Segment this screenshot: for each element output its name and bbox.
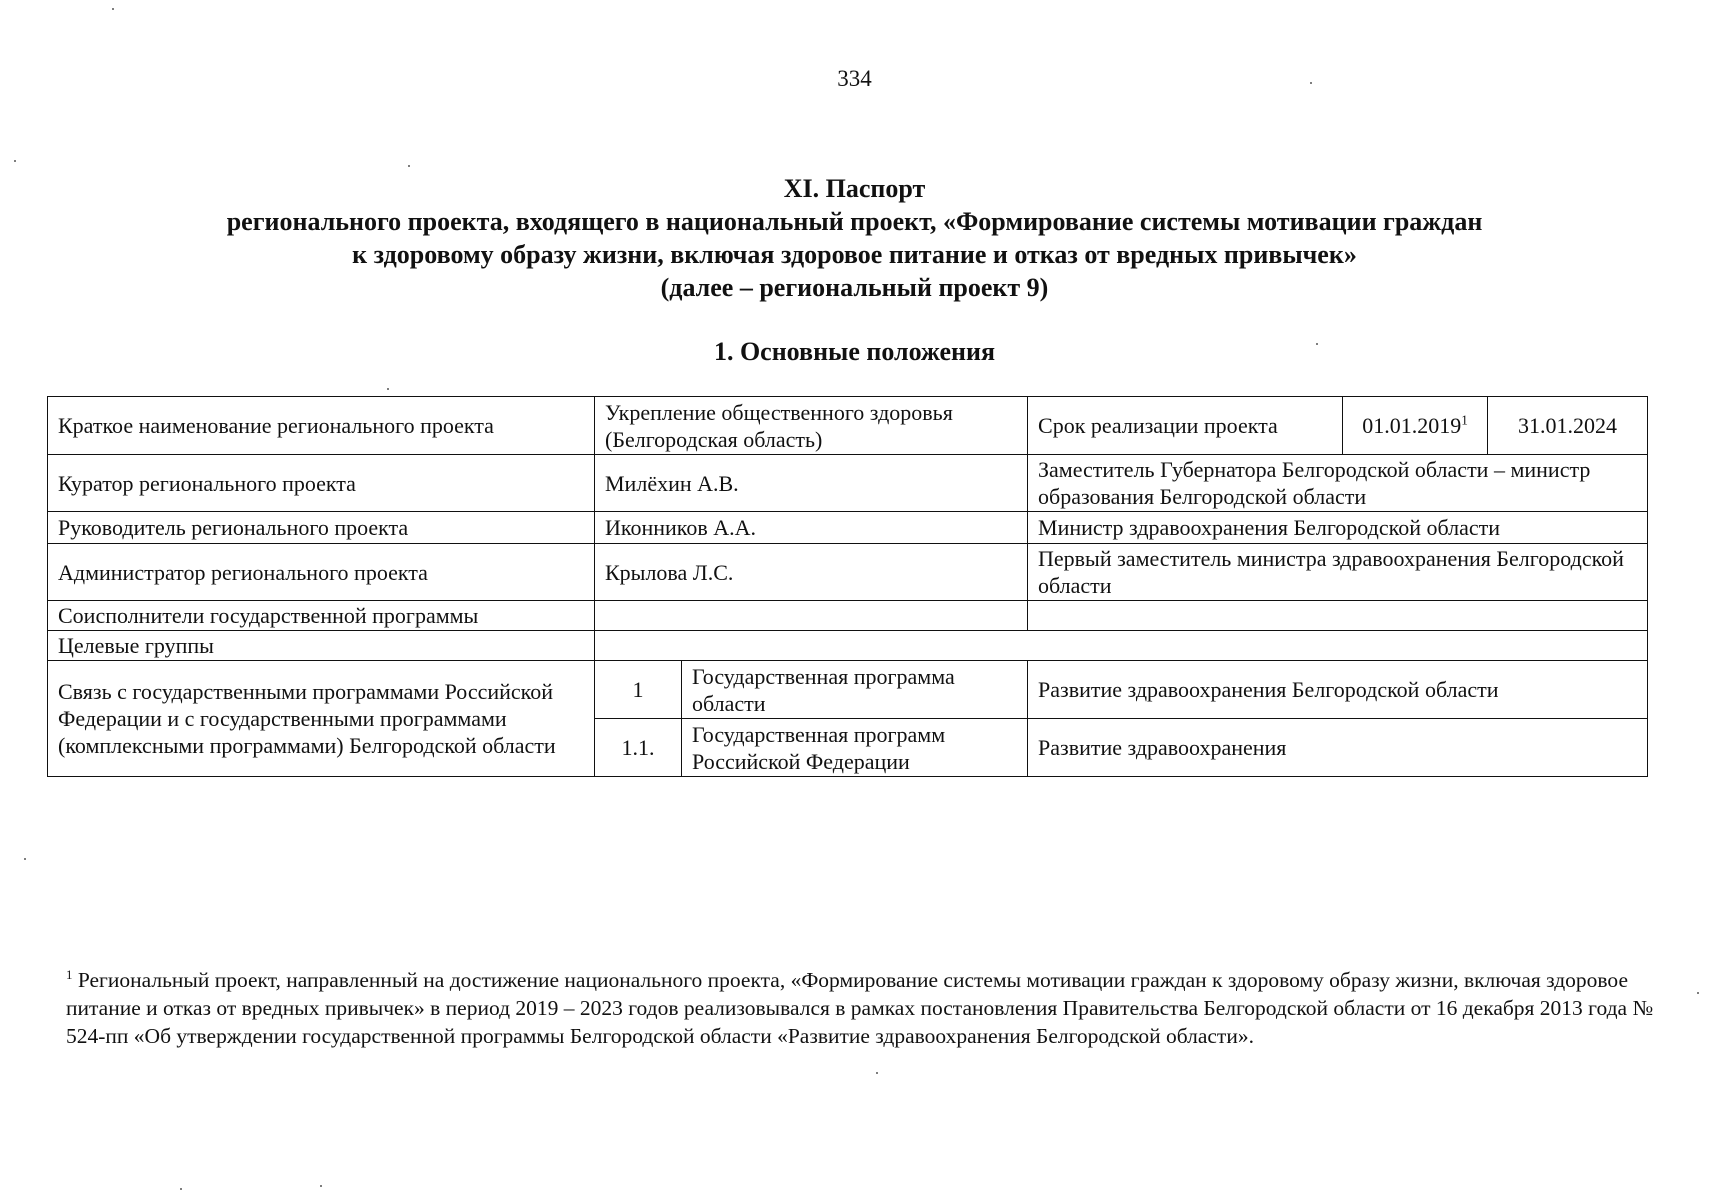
program-link-num: 1 bbox=[595, 661, 682, 719]
footnote bbox=[66, 966, 1666, 1050]
section-title: 1. Основные положения bbox=[713, 337, 996, 366]
table-row bbox=[48, 512, 1648, 544]
table-row bbox=[48, 631, 1648, 661]
scan-speck bbox=[24, 858, 26, 860]
program-link-label: Связь с государственными программами Российской Федерации и с государственными программами (комплексными программами) Белгородской области bbox=[48, 661, 595, 777]
heading-project-alias: (далее – региональный проект 9) bbox=[660, 273, 1049, 302]
table-row bbox=[48, 544, 1648, 601]
footnote-ref: 1 bbox=[1461, 412, 1468, 428]
heading-project-title-line2: к здоровому образу жизни, включая здоровое питание и отказ от вредных привычек» bbox=[352, 240, 1357, 269]
target-groups-value bbox=[595, 631, 1648, 661]
footnote-marker: 1 bbox=[66, 967, 73, 982]
coexecutors-label: Соисполнители государственной программы bbox=[48, 601, 595, 631]
page-number: 334 bbox=[837, 66, 872, 91]
start-date: 01.01.2019 bbox=[1362, 413, 1462, 438]
coexecutors-value bbox=[595, 601, 1028, 631]
program-link-name: Развитие здравоохранения bbox=[1028, 719, 1648, 777]
scan-speck bbox=[408, 165, 410, 167]
scan-speck bbox=[1316, 343, 1318, 345]
program-link-num: 1.1. bbox=[595, 719, 682, 777]
heading-section-number: XI. Паспорт bbox=[783, 174, 926, 203]
scan-speck bbox=[1310, 82, 1312, 84]
head-name: Иконников А.А. bbox=[595, 512, 1028, 544]
admin-name: Крылова Л.С. bbox=[595, 544, 1028, 601]
program-link-type: Государственная программ Российской Федерации bbox=[682, 719, 1028, 777]
footnote-text: Региональный проект, направленный на достижение национального проекта, «Формирование системы мотивации граждан к здоровому образу жизни, включая здоровое питание и отказ от вредных привычек» в период 2019 – 2023 годов реализовывался в рамках постановления Правительства Белгородской области от 16 декабря 2013 года № 524-пп «Об утверждении государственной программы Белгородской области «Развитие здравоохранения Белгородской области». bbox=[66, 968, 1653, 1048]
scan-speck bbox=[387, 388, 389, 390]
coexecutors-extra bbox=[1028, 601, 1648, 631]
table-row bbox=[48, 455, 1648, 512]
curator-name: Милёхин А.В. bbox=[595, 455, 1028, 512]
program-link-type: Государственная программа области bbox=[682, 661, 1028, 719]
curator-label: Куратор регионального проекта bbox=[48, 455, 595, 512]
admin-label: Администратор регионального проекта bbox=[48, 544, 595, 601]
heading-project-title-line1: регионального проекта, входящего в национальный проект, «Формирование системы мотивации граждан bbox=[226, 207, 1483, 236]
start-date-cell bbox=[1343, 397, 1488, 455]
scan-speck bbox=[320, 1185, 322, 1187]
program-link-name: Развитие здравоохранения Белгородской области bbox=[1028, 661, 1648, 719]
head-position: Министр здравоохранения Белгородской области bbox=[1028, 512, 1648, 544]
head-label: Руководитель регионального проекта bbox=[48, 512, 595, 544]
scan-speck bbox=[112, 8, 114, 10]
curator-position: Заместитель Губернатора Белгородской области – министр образования Белгородской области bbox=[1028, 455, 1648, 512]
table-row bbox=[48, 601, 1648, 631]
scan-speck bbox=[876, 1072, 878, 1074]
table-row bbox=[48, 661, 1648, 719]
document-heading bbox=[0, 172, 1709, 304]
term-label: Срок реализации проекта bbox=[1028, 397, 1343, 455]
table-row bbox=[48, 397, 1648, 455]
short-name-label: Краткое наименование регионального проекта bbox=[48, 397, 595, 455]
scan-speck bbox=[180, 1188, 182, 1190]
target-groups-label: Целевые группы bbox=[48, 631, 595, 661]
end-date: 31.01.2024 bbox=[1488, 397, 1648, 455]
scan-speck bbox=[14, 160, 16, 162]
scan-speck bbox=[1697, 992, 1699, 994]
admin-position: Первый заместитель министра здравоохранения Белгородской области bbox=[1028, 544, 1648, 601]
short-name-value: Укрепление общественного здоровья (Белгородская область) bbox=[595, 397, 1028, 455]
project-passport-table bbox=[47, 396, 1648, 777]
